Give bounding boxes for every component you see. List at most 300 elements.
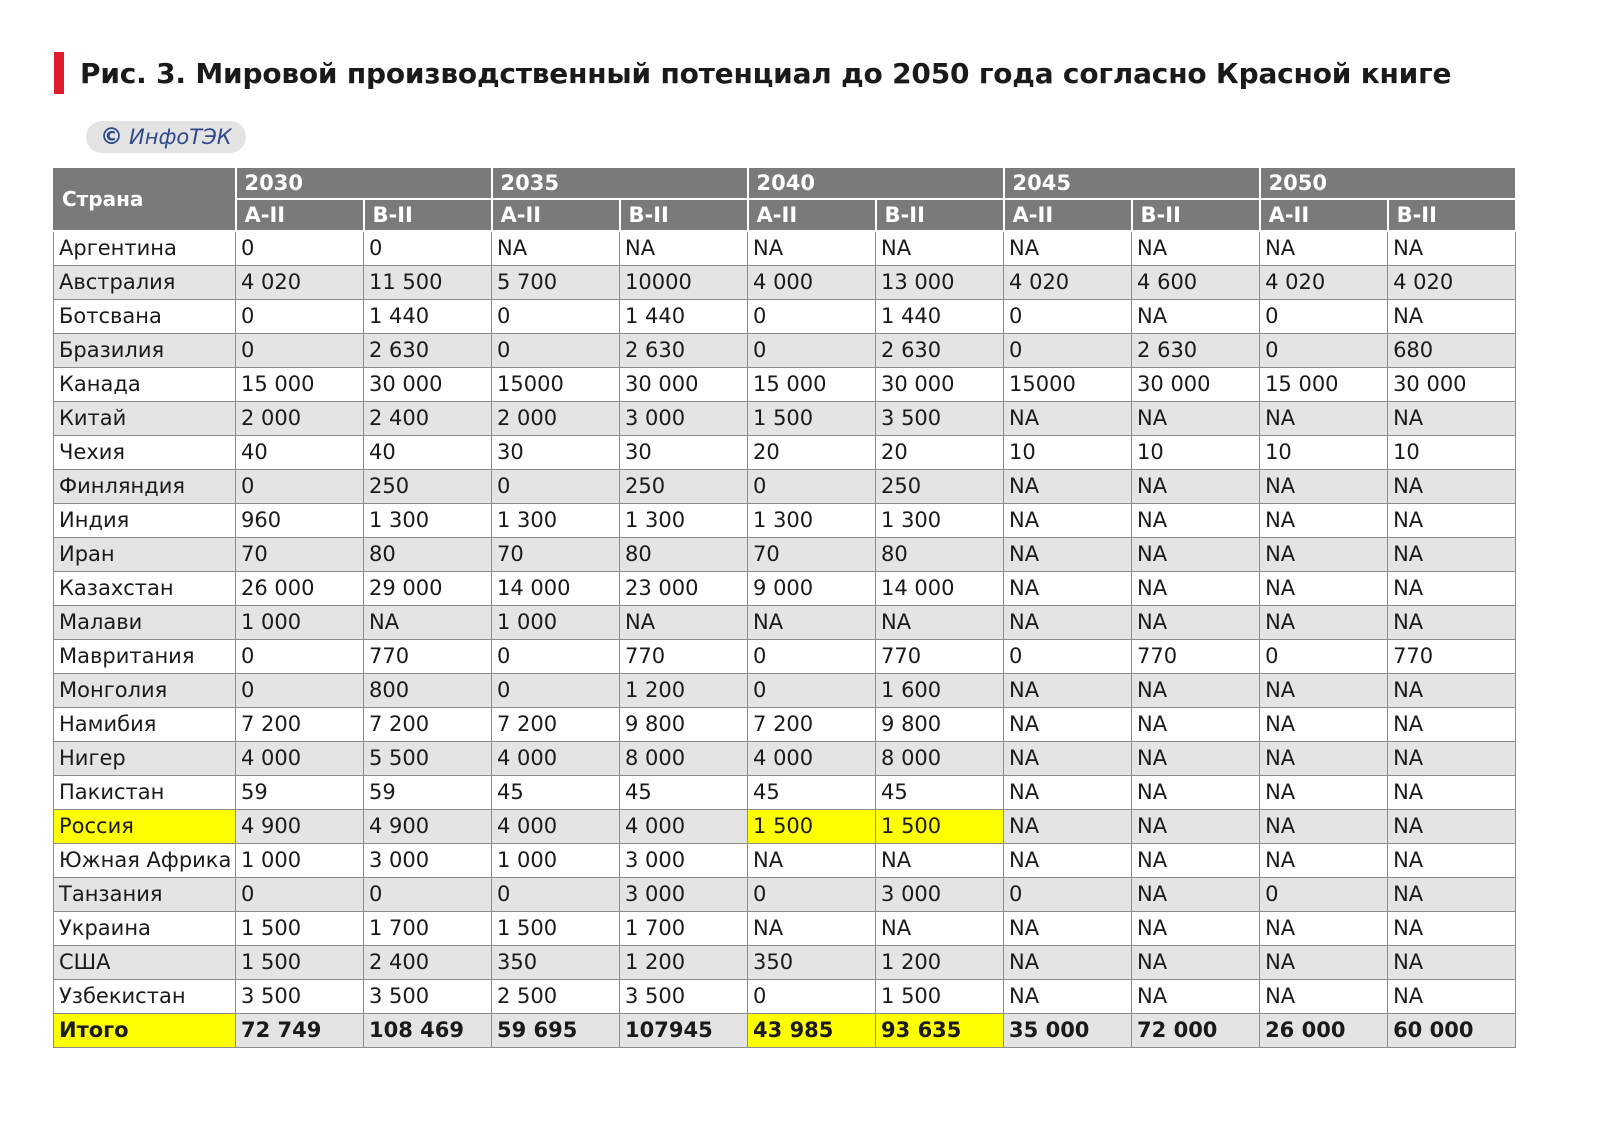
value-cell: 5 700: [492, 266, 620, 300]
value-cell: 15000: [492, 368, 620, 402]
value-cell: 35 000: [1004, 1014, 1132, 1048]
value-cell: 9 000: [748, 572, 876, 606]
country-cell: Итого: [54, 1014, 236, 1048]
value-cell: NA: [1260, 470, 1388, 504]
value-cell: 108 469: [364, 1014, 492, 1048]
country-cell: Чехия: [54, 436, 236, 470]
value-cell: NA: [1132, 980, 1260, 1014]
value-cell: 2 630: [620, 334, 748, 368]
value-cell: 0: [492, 300, 620, 334]
title-accent-bar: [54, 52, 64, 94]
value-cell: 1 000: [236, 606, 364, 640]
country-cell: Аргентина: [54, 231, 236, 266]
value-cell: NA: [1388, 300, 1516, 334]
value-cell: NA: [1132, 231, 1260, 266]
country-cell: Казахстан: [54, 572, 236, 606]
value-cell: 1 000: [492, 844, 620, 878]
country-cell: Пакистан: [54, 776, 236, 810]
value-cell: 0: [364, 231, 492, 266]
value-cell: NA: [620, 606, 748, 640]
value-cell: NA: [748, 912, 876, 946]
value-cell: NA: [1388, 742, 1516, 776]
value-cell: 0: [236, 300, 364, 334]
value-cell: 680: [1388, 334, 1516, 368]
value-cell: 4 000: [748, 266, 876, 300]
value-cell: NA: [1132, 946, 1260, 980]
value-cell: 30: [620, 436, 748, 470]
country-cell: Финляндия: [54, 470, 236, 504]
country-cell: Индия: [54, 504, 236, 538]
value-cell: 72 749: [236, 1014, 364, 1048]
value-cell: 0: [236, 470, 364, 504]
value-cell: 0: [748, 674, 876, 708]
value-cell: 2 000: [236, 402, 364, 436]
value-cell: 350: [492, 946, 620, 980]
value-cell: NA: [876, 606, 1004, 640]
country-cell: Бразилия: [54, 334, 236, 368]
value-cell: NA: [1132, 742, 1260, 776]
value-cell: 3 000: [620, 844, 748, 878]
value-cell: 3 000: [364, 844, 492, 878]
table-row: [54, 470, 1516, 504]
value-cell: 45: [748, 776, 876, 810]
value-cell: 10: [1260, 436, 1388, 470]
value-cell: 45: [620, 776, 748, 810]
value-cell: 350: [748, 946, 876, 980]
country-cell: Канада: [54, 368, 236, 402]
country-cell: Танзания: [54, 878, 236, 912]
value-cell: NA: [748, 231, 876, 266]
table-row: [54, 402, 1516, 436]
country-cell: Намибия: [54, 708, 236, 742]
value-cell: 2 630: [364, 334, 492, 368]
header-scenario-2045-B-II: B-II: [1132, 199, 1260, 231]
value-cell: 72 000: [1132, 1014, 1260, 1048]
source-label: ИнфоТЭК: [129, 125, 232, 149]
value-cell: NA: [1004, 742, 1132, 776]
header-scenario-2030-B-II: B-II: [364, 199, 492, 231]
value-cell: NA: [1260, 231, 1388, 266]
value-cell: 960: [236, 504, 364, 538]
value-cell: 15 000: [748, 368, 876, 402]
header-scenario-2050-A-II: A-II: [1260, 199, 1388, 231]
header-row-scenarios: [54, 199, 1516, 231]
value-cell: 1 500: [236, 946, 364, 980]
table-row: [54, 844, 1516, 878]
value-cell: 3 500: [364, 980, 492, 1014]
value-cell: NA: [1260, 810, 1388, 844]
value-cell: NA: [1132, 606, 1260, 640]
header-year-2050: 2050: [1260, 167, 1516, 199]
value-cell: NA: [1132, 674, 1260, 708]
value-cell: 10: [1132, 436, 1260, 470]
value-cell: 30 000: [876, 368, 1004, 402]
value-cell: 0: [364, 878, 492, 912]
value-cell: NA: [1260, 708, 1388, 742]
value-cell: NA: [1388, 470, 1516, 504]
table-row: [54, 231, 1516, 266]
value-cell: NA: [1388, 572, 1516, 606]
value-cell: 0: [748, 334, 876, 368]
value-cell: 0: [1004, 640, 1132, 674]
value-cell: NA: [1132, 776, 1260, 810]
value-cell: 10: [1388, 436, 1516, 470]
value-cell: 1 500: [876, 980, 1004, 1014]
value-cell: 107945: [620, 1014, 748, 1048]
value-cell: NA: [364, 606, 492, 640]
value-cell: NA: [1132, 912, 1260, 946]
value-cell: NA: [1004, 980, 1132, 1014]
value-cell: 250: [364, 470, 492, 504]
value-cell: 80: [876, 538, 1004, 572]
value-cell: 9 800: [620, 708, 748, 742]
value-cell: NA: [1132, 538, 1260, 572]
value-cell: 60 000: [1388, 1014, 1516, 1048]
table-row: [54, 538, 1516, 572]
value-cell: 1 000: [236, 844, 364, 878]
value-cell: NA: [620, 231, 748, 266]
value-cell: 4 000: [236, 742, 364, 776]
value-cell: NA: [1260, 776, 1388, 810]
value-cell: 10: [1004, 436, 1132, 470]
value-cell: 43 985: [748, 1014, 876, 1048]
value-cell: 770: [620, 640, 748, 674]
value-cell: 770: [364, 640, 492, 674]
table-row: [54, 504, 1516, 538]
table-row: [54, 674, 1516, 708]
value-cell: NA: [1260, 538, 1388, 572]
value-cell: 2 400: [364, 402, 492, 436]
value-cell: 4 600: [1132, 266, 1260, 300]
country-cell: Австралия: [54, 266, 236, 300]
value-cell: 1 200: [620, 674, 748, 708]
country-cell: Украина: [54, 912, 236, 946]
value-cell: 0: [748, 300, 876, 334]
value-cell: 1 440: [620, 300, 748, 334]
value-cell: 40: [236, 436, 364, 470]
value-cell: NA: [1388, 878, 1516, 912]
value-cell: 4 000: [748, 742, 876, 776]
value-cell: 0: [1260, 334, 1388, 368]
country-cell: Узбекистан: [54, 980, 236, 1014]
value-cell: 1 300: [620, 504, 748, 538]
value-cell: 770: [1132, 640, 1260, 674]
value-cell: 20: [876, 436, 1004, 470]
value-cell: NA: [876, 912, 1004, 946]
table-row: [54, 334, 1516, 368]
country-cell: Россия: [54, 810, 236, 844]
value-cell: NA: [1004, 674, 1132, 708]
value-cell: 1 500: [492, 912, 620, 946]
table-row: [54, 300, 1516, 334]
value-cell: 5 500: [364, 742, 492, 776]
value-cell: NA: [1388, 708, 1516, 742]
value-cell: NA: [1004, 912, 1132, 946]
value-cell: NA: [1260, 912, 1388, 946]
value-cell: 0: [1004, 878, 1132, 912]
value-cell: 70: [748, 538, 876, 572]
country-cell: Иран: [54, 538, 236, 572]
header-scenario-2035-B-II: B-II: [620, 199, 748, 231]
value-cell: NA: [1388, 674, 1516, 708]
value-cell: 8 000: [876, 742, 1004, 776]
value-cell: NA: [1004, 776, 1132, 810]
value-cell: 1 700: [364, 912, 492, 946]
value-cell: NA: [1004, 572, 1132, 606]
header-year-2030: 2030: [236, 167, 492, 199]
value-cell: 10000: [620, 266, 748, 300]
value-cell: 4 020: [236, 266, 364, 300]
table-row: [54, 742, 1516, 776]
value-cell: NA: [1388, 231, 1516, 266]
value-cell: NA: [1004, 810, 1132, 844]
value-cell: 0: [492, 334, 620, 368]
table-row: [54, 368, 1516, 402]
value-cell: 3 500: [620, 980, 748, 1014]
table-row: [54, 436, 1516, 470]
value-cell: 3 000: [876, 878, 1004, 912]
value-cell: 3 000: [620, 402, 748, 436]
value-cell: 0: [748, 470, 876, 504]
table-row: [54, 776, 1516, 810]
table-row: [54, 946, 1516, 980]
value-cell: 0: [1260, 878, 1388, 912]
value-cell: NA: [1260, 946, 1388, 980]
value-cell: NA: [1004, 946, 1132, 980]
value-cell: 0: [748, 878, 876, 912]
value-cell: 1 000: [492, 606, 620, 640]
value-cell: NA: [1132, 470, 1260, 504]
value-cell: 4 000: [492, 742, 620, 776]
value-cell: 0: [236, 878, 364, 912]
header-year-2040: 2040: [748, 167, 1004, 199]
value-cell: 45: [492, 776, 620, 810]
value-cell: NA: [1004, 504, 1132, 538]
value-cell: 30 000: [1132, 368, 1260, 402]
value-cell: 7 200: [236, 708, 364, 742]
value-cell: NA: [1132, 572, 1260, 606]
value-cell: 2 400: [364, 946, 492, 980]
value-cell: 770: [1388, 640, 1516, 674]
value-cell: 0: [1260, 640, 1388, 674]
value-cell: 80: [620, 538, 748, 572]
value-cell: 4 000: [620, 810, 748, 844]
country-cell: США: [54, 946, 236, 980]
value-cell: 40: [364, 436, 492, 470]
table-row: [54, 708, 1516, 742]
value-cell: 1 300: [492, 504, 620, 538]
value-cell: NA: [1004, 402, 1132, 436]
country-cell: Монголия: [54, 674, 236, 708]
value-cell: NA: [1388, 810, 1516, 844]
value-cell: NA: [1388, 504, 1516, 538]
value-cell: 0: [236, 334, 364, 368]
value-cell: 0: [236, 640, 364, 674]
header-scenario-2030-A-II: A-II: [236, 199, 364, 231]
value-cell: 4 000: [492, 810, 620, 844]
value-cell: 250: [620, 470, 748, 504]
value-cell: 20: [748, 436, 876, 470]
value-cell: NA: [876, 844, 1004, 878]
value-cell: 4 020: [1388, 266, 1516, 300]
value-cell: 3 500: [876, 402, 1004, 436]
value-cell: NA: [748, 606, 876, 640]
value-cell: 770: [876, 640, 1004, 674]
value-cell: 3 500: [236, 980, 364, 1014]
value-cell: 59 695: [492, 1014, 620, 1048]
value-cell: 14 000: [876, 572, 1004, 606]
value-cell: NA: [1004, 606, 1132, 640]
value-cell: 7 200: [748, 708, 876, 742]
value-cell: 59: [364, 776, 492, 810]
country-cell: Малави: [54, 606, 236, 640]
value-cell: 7 200: [492, 708, 620, 742]
value-cell: NA: [1388, 606, 1516, 640]
value-cell: 13 000: [876, 266, 1004, 300]
value-cell: NA: [1388, 402, 1516, 436]
header-row-years: [54, 167, 1516, 199]
copyright-icon: ©: [100, 124, 123, 150]
value-cell: 70: [492, 538, 620, 572]
table-row: [54, 980, 1516, 1014]
value-cell: NA: [1260, 606, 1388, 640]
value-cell: NA: [876, 231, 1004, 266]
value-cell: 0: [236, 231, 364, 266]
table-row: [54, 810, 1516, 844]
figure-title: Рис. 3. Мировой производственный потенциал до 2050 года согласно Красной книге: [80, 57, 1452, 90]
value-cell: 1 700: [620, 912, 748, 946]
value-cell: 2 630: [876, 334, 1004, 368]
value-cell: 2 500: [492, 980, 620, 1014]
value-cell: 7 200: [364, 708, 492, 742]
value-cell: NA: [1260, 980, 1388, 1014]
header-scenario-2035-A-II: A-II: [492, 199, 620, 231]
value-cell: 4 900: [236, 810, 364, 844]
value-cell: 0: [236, 674, 364, 708]
value-cell: 1 200: [620, 946, 748, 980]
value-cell: 11 500: [364, 266, 492, 300]
value-cell: NA: [492, 231, 620, 266]
header-year-2045: 2045: [1004, 167, 1260, 199]
value-cell: 0: [1004, 334, 1132, 368]
header-country: Страна: [54, 167, 236, 231]
value-cell: NA: [1004, 844, 1132, 878]
header-scenario-2045-A-II: A-II: [1004, 199, 1132, 231]
country-cell: Мавритания: [54, 640, 236, 674]
value-cell: NA: [1260, 402, 1388, 436]
value-cell: 1 500: [236, 912, 364, 946]
value-cell: NA: [1388, 538, 1516, 572]
value-cell: NA: [1132, 878, 1260, 912]
value-cell: 29 000: [364, 572, 492, 606]
value-cell: 15 000: [236, 368, 364, 402]
value-cell: 30: [492, 436, 620, 470]
value-cell: NA: [1132, 300, 1260, 334]
value-cell: 1 300: [876, 504, 1004, 538]
value-cell: 0: [748, 640, 876, 674]
value-cell: 0: [492, 640, 620, 674]
value-cell: 1 440: [876, 300, 1004, 334]
value-cell: 250: [876, 470, 1004, 504]
value-cell: 4 900: [364, 810, 492, 844]
table-row: [54, 266, 1516, 300]
data-table: [53, 166, 1517, 1048]
value-cell: NA: [1132, 402, 1260, 436]
value-cell: 1 200: [876, 946, 1004, 980]
value-cell: 0: [492, 878, 620, 912]
value-cell: NA: [1388, 946, 1516, 980]
value-cell: NA: [1388, 844, 1516, 878]
value-cell: 3 000: [620, 878, 748, 912]
value-cell: 26 000: [1260, 1014, 1388, 1048]
value-cell: 30 000: [620, 368, 748, 402]
total-row: [54, 1014, 1516, 1048]
value-cell: 59: [236, 776, 364, 810]
value-cell: 1 600: [876, 674, 1004, 708]
value-cell: 1 500: [748, 402, 876, 436]
value-cell: 2 000: [492, 402, 620, 436]
value-cell: NA: [1260, 742, 1388, 776]
value-cell: NA: [1004, 538, 1132, 572]
value-cell: NA: [1004, 708, 1132, 742]
value-cell: 8 000: [620, 742, 748, 776]
value-cell: 70: [236, 538, 364, 572]
value-cell: 0: [492, 470, 620, 504]
value-cell: NA: [1260, 674, 1388, 708]
country-cell: Ботсвана: [54, 300, 236, 334]
header-scenario-2040-A-II: A-II: [748, 199, 876, 231]
value-cell: 4 020: [1260, 266, 1388, 300]
value-cell: 9 800: [876, 708, 1004, 742]
value-cell: NA: [1132, 844, 1260, 878]
value-cell: 15 000: [1260, 368, 1388, 402]
value-cell: 23 000: [620, 572, 748, 606]
table-row: [54, 640, 1516, 674]
value-cell: 1 300: [748, 504, 876, 538]
value-cell: NA: [1260, 844, 1388, 878]
value-cell: NA: [1132, 708, 1260, 742]
value-cell: 93 635: [876, 1014, 1004, 1048]
value-cell: NA: [1388, 980, 1516, 1014]
table-row: [54, 606, 1516, 640]
table-row: [54, 572, 1516, 606]
value-cell: 0: [748, 980, 876, 1014]
value-cell: 4 020: [1004, 266, 1132, 300]
value-cell: NA: [1004, 231, 1132, 266]
country-cell: Нигер: [54, 742, 236, 776]
value-cell: 0: [1260, 300, 1388, 334]
value-cell: 30 000: [364, 368, 492, 402]
value-cell: 1 440: [364, 300, 492, 334]
value-cell: 45: [876, 776, 1004, 810]
source-badge: [86, 121, 246, 153]
value-cell: NA: [1132, 810, 1260, 844]
country-cell: Китай: [54, 402, 236, 436]
value-cell: 1 500: [876, 810, 1004, 844]
header-scenario-2040-B-II: B-II: [876, 199, 1004, 231]
table-row: [54, 878, 1516, 912]
header-year-2035: 2035: [492, 167, 748, 199]
header-scenario-2050-B-II: B-II: [1388, 199, 1516, 231]
value-cell: 80: [364, 538, 492, 572]
value-cell: NA: [1260, 504, 1388, 538]
country-cell: Южная Африка: [54, 844, 236, 878]
value-cell: 30 000: [1388, 368, 1516, 402]
value-cell: NA: [1388, 912, 1516, 946]
value-cell: NA: [1004, 470, 1132, 504]
table-row: [54, 912, 1516, 946]
value-cell: NA: [1388, 776, 1516, 810]
